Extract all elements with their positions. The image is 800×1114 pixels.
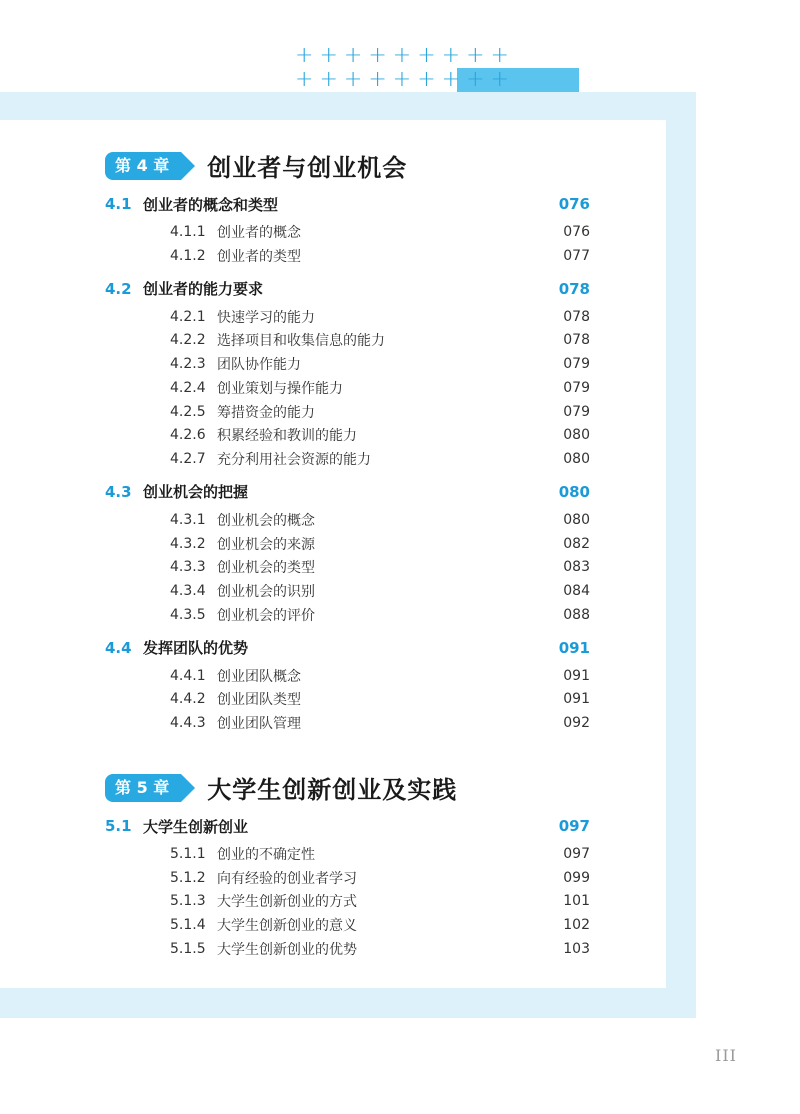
- section-title: 创业机会的把握: [143, 483, 249, 502]
- subsection-title: 创业者的类型: [217, 248, 301, 265]
- subsection-entry[interactable]: [0, 330, 590, 350]
- subsection-page: 077: [563, 247, 590, 264]
- plus-pattern: [292, 44, 512, 92]
- chapter-heading: [105, 770, 457, 805]
- subsection-number: 4.2.4: [170, 379, 206, 396]
- subsection-entry[interactable]: [0, 354, 590, 374]
- subsection-page: 080: [563, 450, 590, 467]
- subsection-page: 091: [563, 667, 590, 684]
- subsection-page: 097: [563, 846, 590, 862]
- subsection-title: 充分利用社会资源的能力: [217, 451, 371, 468]
- subsection-title: 创业者的概念: [217, 225, 301, 241]
- subsection-number: 4.3.1: [170, 511, 206, 528]
- section-title: 大学生创新创业: [143, 817, 249, 836]
- subsection-entry[interactable]: [0, 666, 590, 686]
- subsection-entry[interactable]: [0, 534, 590, 554]
- section-number: 4.2: [105, 279, 132, 298]
- chapter-title: 创业者与创业机会: [207, 153, 408, 182]
- plus-icon: +: [295, 43, 314, 68]
- chapter-badge: 第 5 章: [105, 774, 181, 802]
- subsection-number: 4.2.1: [170, 308, 206, 325]
- subsection-title: 创业团队概念: [217, 668, 301, 685]
- subsection-entry[interactable]: [0, 844, 590, 864]
- chapter-badge: 第 4 章: [105, 152, 181, 180]
- section-page: 097: [558, 817, 590, 835]
- subsection-number: 5.1.5: [170, 940, 206, 957]
- subsection-number: 4.2.6: [170, 427, 206, 444]
- plus-row: [292, 44, 512, 68]
- chapter-heading: [105, 148, 407, 183]
- subsection-entry[interactable]: [0, 307, 590, 327]
- subsection-entry[interactable]: [0, 605, 590, 625]
- subsection-title: 选择项目和收集信息的能力: [217, 333, 385, 350]
- plus-icon: +: [466, 43, 485, 68]
- plus-icon: +: [441, 67, 461, 92]
- subsection-number: 4.4.1: [170, 667, 206, 684]
- subsection-page: 101: [563, 893, 590, 910]
- subsection-entry[interactable]: [0, 891, 590, 911]
- section-page: 080: [558, 482, 590, 501]
- subsection-title: 团队协作能力: [217, 357, 301, 374]
- subsection-page: 091: [563, 691, 590, 708]
- subsection-entry[interactable]: [0, 868, 590, 888]
- section-title: 创业者的能力要求: [143, 280, 264, 299]
- subsection-page: 082: [563, 535, 590, 552]
- plus-icon: +: [368, 43, 387, 68]
- subsection-title: 快速学习的能力: [217, 309, 315, 326]
- section-entry[interactable]: [0, 482, 590, 502]
- plus-icon: +: [343, 67, 363, 92]
- section-page: 091: [558, 638, 590, 657]
- subsection-title: 向有经验的创业者学习: [217, 870, 357, 887]
- subsection-number: 4.4.3: [170, 715, 206, 732]
- subsection-number: 4.2.5: [170, 403, 206, 420]
- subsection-number: 4.1.1: [170, 224, 206, 240]
- plus-icon: +: [319, 43, 338, 68]
- subsection-entry[interactable]: [0, 222, 590, 242]
- subsection-page: 099: [563, 869, 590, 886]
- subsection-number: 4.3.4: [170, 583, 206, 599]
- plus-icon: +: [368, 67, 387, 92]
- section-title: 创业者的概念和类型: [143, 195, 279, 214]
- section-page: 076: [558, 195, 590, 213]
- section-number: 4.3: [105, 482, 132, 501]
- section-number: 4.1: [105, 195, 132, 213]
- subsection-number: 5.1.3: [170, 893, 206, 910]
- plus-icon: +: [417, 67, 436, 92]
- subsection-page: 079: [563, 403, 590, 420]
- subsection-entry[interactable]: [0, 510, 590, 530]
- section-number: 5.1: [105, 817, 132, 835]
- section-entry[interactable]: [0, 816, 590, 836]
- plus-icon: +: [295, 67, 314, 92]
- subsection-page: 092: [563, 715, 590, 732]
- section-entry[interactable]: [0, 638, 590, 658]
- plus-row: [292, 68, 512, 92]
- subsection-number: 5.1.1: [170, 846, 206, 862]
- plus-icon: +: [343, 43, 363, 68]
- subsection-entry[interactable]: [0, 449, 590, 469]
- subsection-title: 大学生创新创业的方式: [217, 894, 357, 911]
- subsection-page: 083: [563, 559, 590, 576]
- plus-icon: +: [490, 43, 509, 68]
- subsection-title: 大学生创新创业的优势: [217, 941, 357, 958]
- subsection-entry[interactable]: [0, 402, 590, 422]
- subsection-title: 创业策划与操作能力: [217, 380, 343, 397]
- subsection-entry[interactable]: [0, 425, 590, 445]
- subsection-entry[interactable]: [0, 713, 590, 733]
- plus-icon: +: [392, 43, 412, 68]
- section-title: 发挥团队的优势: [143, 639, 249, 658]
- subsection-page: 102: [563, 917, 590, 934]
- subsection-title: 创业机会的识别: [217, 584, 315, 600]
- subsection-number: 4.1.2: [170, 247, 206, 264]
- subsection-entry[interactable]: [0, 581, 590, 601]
- subsection-title: 创业团队类型: [217, 692, 301, 709]
- plus-icon: +: [441, 43, 461, 68]
- plus-icon: +: [417, 43, 436, 68]
- plus-icon: +: [319, 67, 338, 92]
- subsection-page: 078: [563, 332, 590, 349]
- plus-icon: +: [466, 67, 485, 92]
- chapter-title: 大学生创新创业及实践: [207, 775, 458, 804]
- subsection-number: 5.1.4: [170, 917, 206, 934]
- subsection-page: 079: [563, 356, 590, 373]
- subsection-page: 103: [563, 940, 590, 957]
- subsection-page: 079: [563, 379, 590, 396]
- subsection-title: 创业机会的类型: [217, 560, 315, 577]
- subsection-entry[interactable]: [0, 939, 590, 959]
- subsection-title: 创业团队管理: [217, 716, 301, 733]
- subsection-title: 创业的不确定性: [217, 847, 315, 863]
- subsection-page: 080: [563, 511, 590, 528]
- subsection-entry[interactable]: [0, 557, 590, 577]
- subsection-title: 积累经验和教训的能力: [217, 428, 357, 445]
- subsection-number: 4.4.2: [170, 691, 206, 708]
- subsection-number: 5.1.2: [170, 869, 206, 886]
- subsection-number: 4.3.2: [170, 535, 206, 552]
- section-number: 4.4: [105, 638, 132, 657]
- subsection-page: 078: [563, 308, 590, 325]
- subsection-entry[interactable]: [0, 689, 590, 709]
- subsection-page: 088: [563, 606, 590, 623]
- subsection-title: 创业机会的来源: [217, 536, 315, 553]
- subsection-entry[interactable]: [0, 246, 590, 266]
- subsection-number: 4.2.2: [170, 332, 206, 349]
- subsection-page: 076: [563, 224, 590, 240]
- subsection-page: 080: [563, 427, 590, 444]
- subsection-title: 创业机会的评价: [217, 607, 315, 624]
- subsection-entry[interactable]: [0, 915, 590, 935]
- subsection-number: 4.2.7: [170, 450, 206, 467]
- page-number: III: [715, 1046, 737, 1065]
- section-page: 078: [558, 279, 590, 298]
- subsection-number: 4.3.3: [170, 559, 206, 576]
- subsection-number: 4.3.5: [170, 606, 206, 623]
- section-entry[interactable]: [0, 279, 590, 299]
- section-entry[interactable]: [0, 194, 590, 214]
- plus-icon: +: [490, 67, 509, 92]
- subsection-title: 创业机会的概念: [217, 512, 315, 529]
- subsection-title: 筹措资金的能力: [217, 404, 315, 421]
- subsection-page: 084: [563, 583, 590, 599]
- subsection-title: 大学生创新创业的意义: [217, 918, 357, 935]
- plus-icon: +: [392, 67, 412, 92]
- subsection-entry[interactable]: [0, 378, 590, 398]
- subsection-number: 4.2.3: [170, 356, 206, 373]
